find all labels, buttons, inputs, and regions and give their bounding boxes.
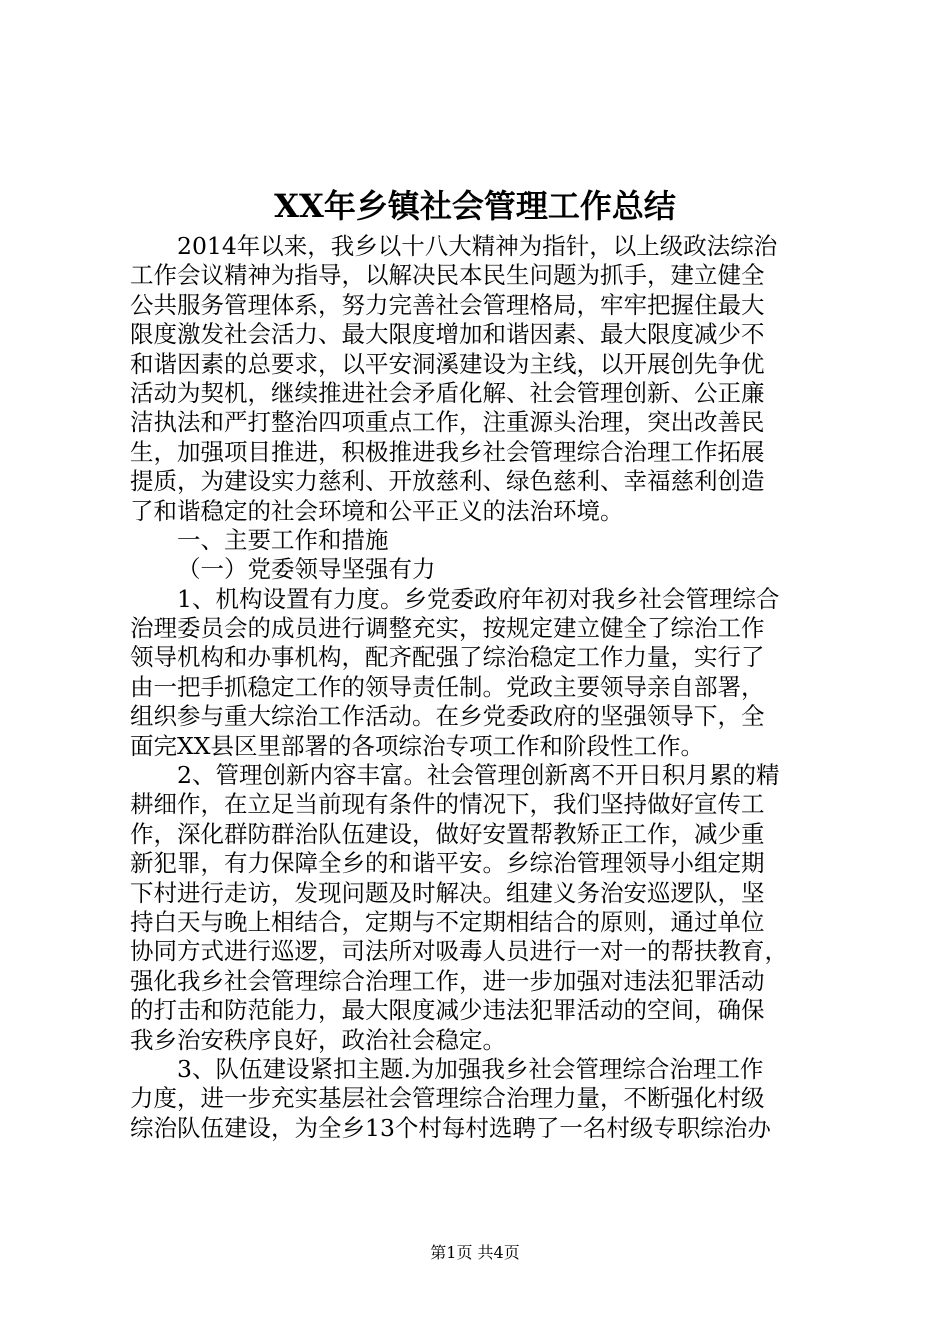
paragraph-line: 综治队伍建设，为全乡13个村每村选聘了一名村级专职综治办 [130,1113,771,1142]
paragraph-line: 耕细作，在立足当前现有条件的情况下，我们坚持做好宣传工 [130,790,765,819]
paragraph-line: 和谐因素的总要求，以平安洞溪建设为主线，以开展创先争优 [130,349,765,378]
subsection-heading: （一）党委领导坚强有力 [177,555,436,584]
paragraph-line: 组织参与重大综治工作活动。在乡党委政府的坚强领导下，全 [130,702,765,731]
paragraph-line: 1、机构设置有力度。乡党委政府年初对我乡社会管理综合 [177,584,780,613]
paragraph-line: 领导机构和办事机构，配齐配强了综治稳定工作力量，实行了 [130,643,765,672]
paragraph-line: 由一把手抓稳定工作的领导责任制。党政主要领导亲自部署， [130,672,765,701]
paragraph-line: 协同方式进行巡逻，司法所对吸毒人员进行一对一的帮扶教育， [130,937,788,966]
page-number-footer: 第1页 共4页 [430,1243,520,1262]
paragraph-line: 我乡治安秩序良好，政治社会稳定。 [130,1025,506,1054]
paragraph-line: 3、队伍建设紧扣主题.为加强我乡社会管理综合治理工作 [177,1054,764,1083]
paragraph-line: 生，加强项目推进，积极推进我乡社会管理综合治理工作拓展 [130,437,765,466]
section-heading: 一、主要工作和措施 [177,525,389,554]
paragraph-line: 持白天与晚上相结合，定期与不定期相结合的原则，通过单位 [130,907,765,936]
paragraph-line: 洁执法和严打整治四项重点工作，注重源头治理，突出改善民 [130,408,765,437]
paragraph-line: 限度激发社会活力、最大限度增加和谐因素、最大限度减少不 [130,320,765,349]
paragraph-line: 2、管理创新内容丰富。社会管理创新离不开日积月累的精 [177,761,780,790]
paragraph-line: 下村进行走访，发现问题及时解决。组建义务治安巡逻队，坚 [130,878,765,907]
paragraph-line: 2014年以来，我乡以十八大精神为指针，以上级政法综治 [177,232,778,260]
paragraph-line: 了和谐稳定的社会环境和公平正义的法治环境。 [130,496,624,525]
paragraph-line: 强化我乡社会管理综合治理工作，进一步加强对违法犯罪活动 [130,966,765,995]
paragraph-line: 工作会议精神为指导，以解决民本民生问题为抓手，建立健全 [130,261,765,290]
paragraph-line: 活动为契机，继续推进社会矛盾化解、社会管理创新、公正廉 [130,378,765,407]
document-title: XX年乡镇社会管理工作总结 [274,187,676,225]
paragraph-line: 公共服务管理体系，努力完善社会管理格局，牢牢把握住最大 [130,290,765,319]
paragraph-line: 治理委员会的成员进行调整充实，按规定建立健全了综治工作 [130,614,765,643]
paragraph-line: 提质，为建设实力慈利、开放慈利、绿色慈利、幸福慈利创造 [130,467,765,496]
document-body [130,232,830,1143]
paragraph-line: 的打击和防范能力，最大限度减少违法犯罪活动的空间，确保 [130,996,765,1025]
paragraph-line: 新犯罪，有力保障全乡的和谐平安。乡综治管理领导小组定期 [130,849,765,878]
paragraph-line: 力度，进一步充实基层社会管理综合治理力量，不断强化村级 [130,1084,765,1113]
paragraph-line: 面完XX县区里部署的各项综治专项工作和阶段性工作。 [130,731,704,760]
paragraph-line: 作，深化群防群治队伍建设，做好安置帮教矫正工作，减少重 [130,819,765,848]
